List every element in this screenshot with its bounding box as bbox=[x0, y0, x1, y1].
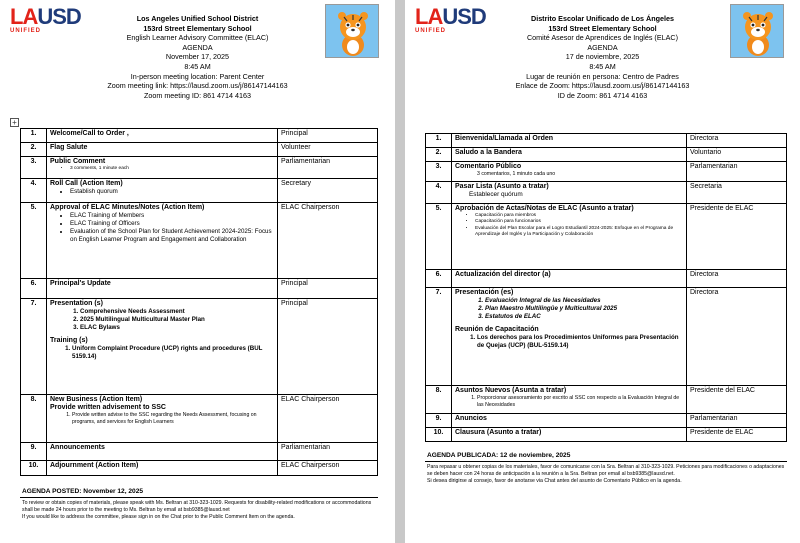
agenda-row: 1. Bienvenida/Llamada al Orden Directora bbox=[426, 134, 787, 148]
agenda-row: 10. Adjournment (Action Item) ELAC Chairperson bbox=[21, 461, 378, 476]
agenda-row: 3. Comentario Público 3 comentarios, 1 minuto cada uno Parlamentarian bbox=[426, 162, 787, 182]
agenda-row: 5. Approval of ELAC Minutes/Notes (Action Item) • ELAC Training of Members • ELAC Training of Officers • Evaluation of the School Plan for Student Achievement 2024-2025: Focus on English Learner Program and Engagement and Collaboration ELAC Chairperson bbox=[21, 203, 378, 279]
agenda-posted-date: AGENDA PUBLICADA: 12 de noviembre, 2025 bbox=[425, 451, 787, 462]
agenda-page-english bbox=[0, 0, 395, 543]
zoom-link[interactable]: Zoom meeting link: https://lausd.zoom.us/j/86147144163 bbox=[107, 81, 288, 91]
public-comment-notice: Si desea dirigirse al consejo, favor de anotarse via Chat antes del asunto de Comentario Público en la agenda. bbox=[427, 477, 682, 484]
agenda-header bbox=[475, 14, 730, 100]
agenda-page-spanish bbox=[405, 0, 800, 543]
agenda-row: 9. Anuncios Parlamentarian bbox=[426, 414, 787, 428]
agenda-label: AGENDA bbox=[182, 42, 213, 52]
materials-notice: Para repasar u obtener copias de los materiales, favor de comunicarse con la Sra. Beltran al 310-323-1029. Peticiones para modificaciones o adaptaciones se deben hacer con 24 horas de anticipación a la reunión a la Sra. Beltran por email al bsb9385@lausd.net. bbox=[427, 463, 785, 477]
agenda-row: 4. Roll Call (Action Item) • Establish quorum Secretary bbox=[21, 179, 378, 203]
agenda-row: 2. Flag Salute Volunteer bbox=[21, 143, 378, 157]
agenda-row: 10. Clausura (Asunto a tratar) Presidente de ELAC bbox=[426, 428, 787, 442]
zoom-link[interactable]: Enlace de Zoom: https://lausd.zoom.us/j/86147144163 bbox=[515, 81, 690, 91]
committee-name: Comité Asesor de Aprendices de Inglés (ELAC) bbox=[526, 33, 678, 43]
agenda-row: 2. Saludo a la Bandera Voluntario bbox=[426, 148, 787, 162]
agenda-row: 3. Public Comment • 3 comments, 1 minute each Parliamentarian bbox=[21, 157, 378, 179]
agenda-row: 6. Principal's Update Principal bbox=[21, 279, 378, 299]
school-name: 153rd Street Elementary School bbox=[143, 23, 252, 33]
agenda-table bbox=[20, 128, 378, 476]
meeting-time: 8:45 AM bbox=[589, 61, 616, 71]
committee-name: English Learner Advisory Committee (ELAC) bbox=[126, 33, 269, 43]
tiger-mascot-image bbox=[730, 4, 784, 58]
agenda-row: 9. Announcements Parliamentarian bbox=[21, 443, 378, 461]
lausd-logo: LAUSD UNIFIED bbox=[10, 4, 81, 34]
meeting-location: Lugar de reunión en persona: Centro de Padres bbox=[526, 71, 679, 81]
district-name: Distrito Escolar Unificado de Los Ángeles bbox=[531, 14, 674, 23]
district-name: Los Angeles Unified School District bbox=[136, 14, 259, 23]
agenda-row: 1. Welcome/Call to Order , Principal bbox=[21, 129, 378, 143]
agenda-footer bbox=[20, 487, 378, 523]
agenda-row: 5. Aprobación de Actas/Notas de ELAC (Asunto a tratar) • Capacitación para miembros • Capacitación para funcionarios • Evaluación del Plan Escolar para el Logro Estudiantil 2024-2025: Enfoque en el Programa de Aprendizaje del Inglés y la Participación y Colaboración Presidente de ELAC bbox=[426, 204, 787, 270]
school-name: 153rd Street Elementary School bbox=[548, 23, 657, 33]
meeting-date: 17 de noviembre, 2025 bbox=[565, 52, 640, 62]
agenda-posted-date: AGENDA POSTED: November 12, 2025 bbox=[20, 487, 378, 498]
meeting-date: November 17, 2025 bbox=[165, 52, 230, 62]
agenda-table bbox=[425, 133, 787, 442]
agenda-header bbox=[70, 14, 325, 100]
zoom-id: ID de Zoom: 861 4714 4163 bbox=[557, 90, 648, 100]
public-comment-notice: If you would like to address the committee, please sign in on the Chat prior to the Public Comment Item on the agenda. bbox=[22, 513, 295, 520]
agenda-row: 8. New Business (Action Item) Provide written advisement to SSC 1. Provide written advise to the SSC regarding the Needs Assessment, focusing on programs, and services for English Learners ELAC Chairperson bbox=[21, 395, 378, 443]
agenda-row: 4. Pasar Lista (Asunto a tratar) Establecer quórum Secretaria bbox=[426, 182, 787, 204]
agenda-row: 7. Presentation (s) 1. Comprehensive Needs Assessment 2. 2025 Multilingual Multicultural Master Plan 3. ELAC Bylaws Training (s) 1. Uniform Complaint Procedure (UCP) rights and procedures (BUL 5159.14) Principal bbox=[21, 299, 378, 395]
agenda-row: 6. Actualización del director (a) Directora bbox=[426, 270, 787, 288]
tiger-mascot-image bbox=[325, 4, 379, 58]
lausd-logo: LAUSD UNIFIED bbox=[415, 4, 486, 34]
agenda-row: 7. Presentación (es) 1. Evaluación Integral de las Necesidades 2. Plan Maestro Multilingüe y Multicultural 2025 3. Estatutos de ELAC Reunión de Capacitación 1. Los derechos para los Procedimientos Uniformes para Presentación de Quejas (UCP) (BUL-5159.14) Directora bbox=[426, 288, 787, 386]
materials-notice: To review or obtain copies of materials, please speak with Ms. Beltran at 310-323-1029. Requests for disability-related modifications or accommodations shall be made 24 hours prior to the meeting to Ms. Beltran by email at bsb9385@lausd.net bbox=[22, 499, 372, 513]
zoom-id: Zoom meeting ID: 861 4714 4163 bbox=[143, 90, 252, 100]
agenda-label: AGENDA bbox=[587, 42, 618, 52]
meeting-location: In-person meeting location: Parent Center bbox=[130, 71, 265, 81]
agenda-footer bbox=[425, 451, 787, 487]
table-move-handle-icon[interactable]: + bbox=[10, 118, 19, 127]
agenda-row: 8. Asuntos Nuevos (Asunta a tratar) 1. Proporcionar asesoramiento por escrito al SSC con respecto a la Evaluación Integral de las Necesidades Presidente del ELAC bbox=[426, 386, 787, 414]
meeting-time: 8:45 AM bbox=[184, 61, 211, 71]
